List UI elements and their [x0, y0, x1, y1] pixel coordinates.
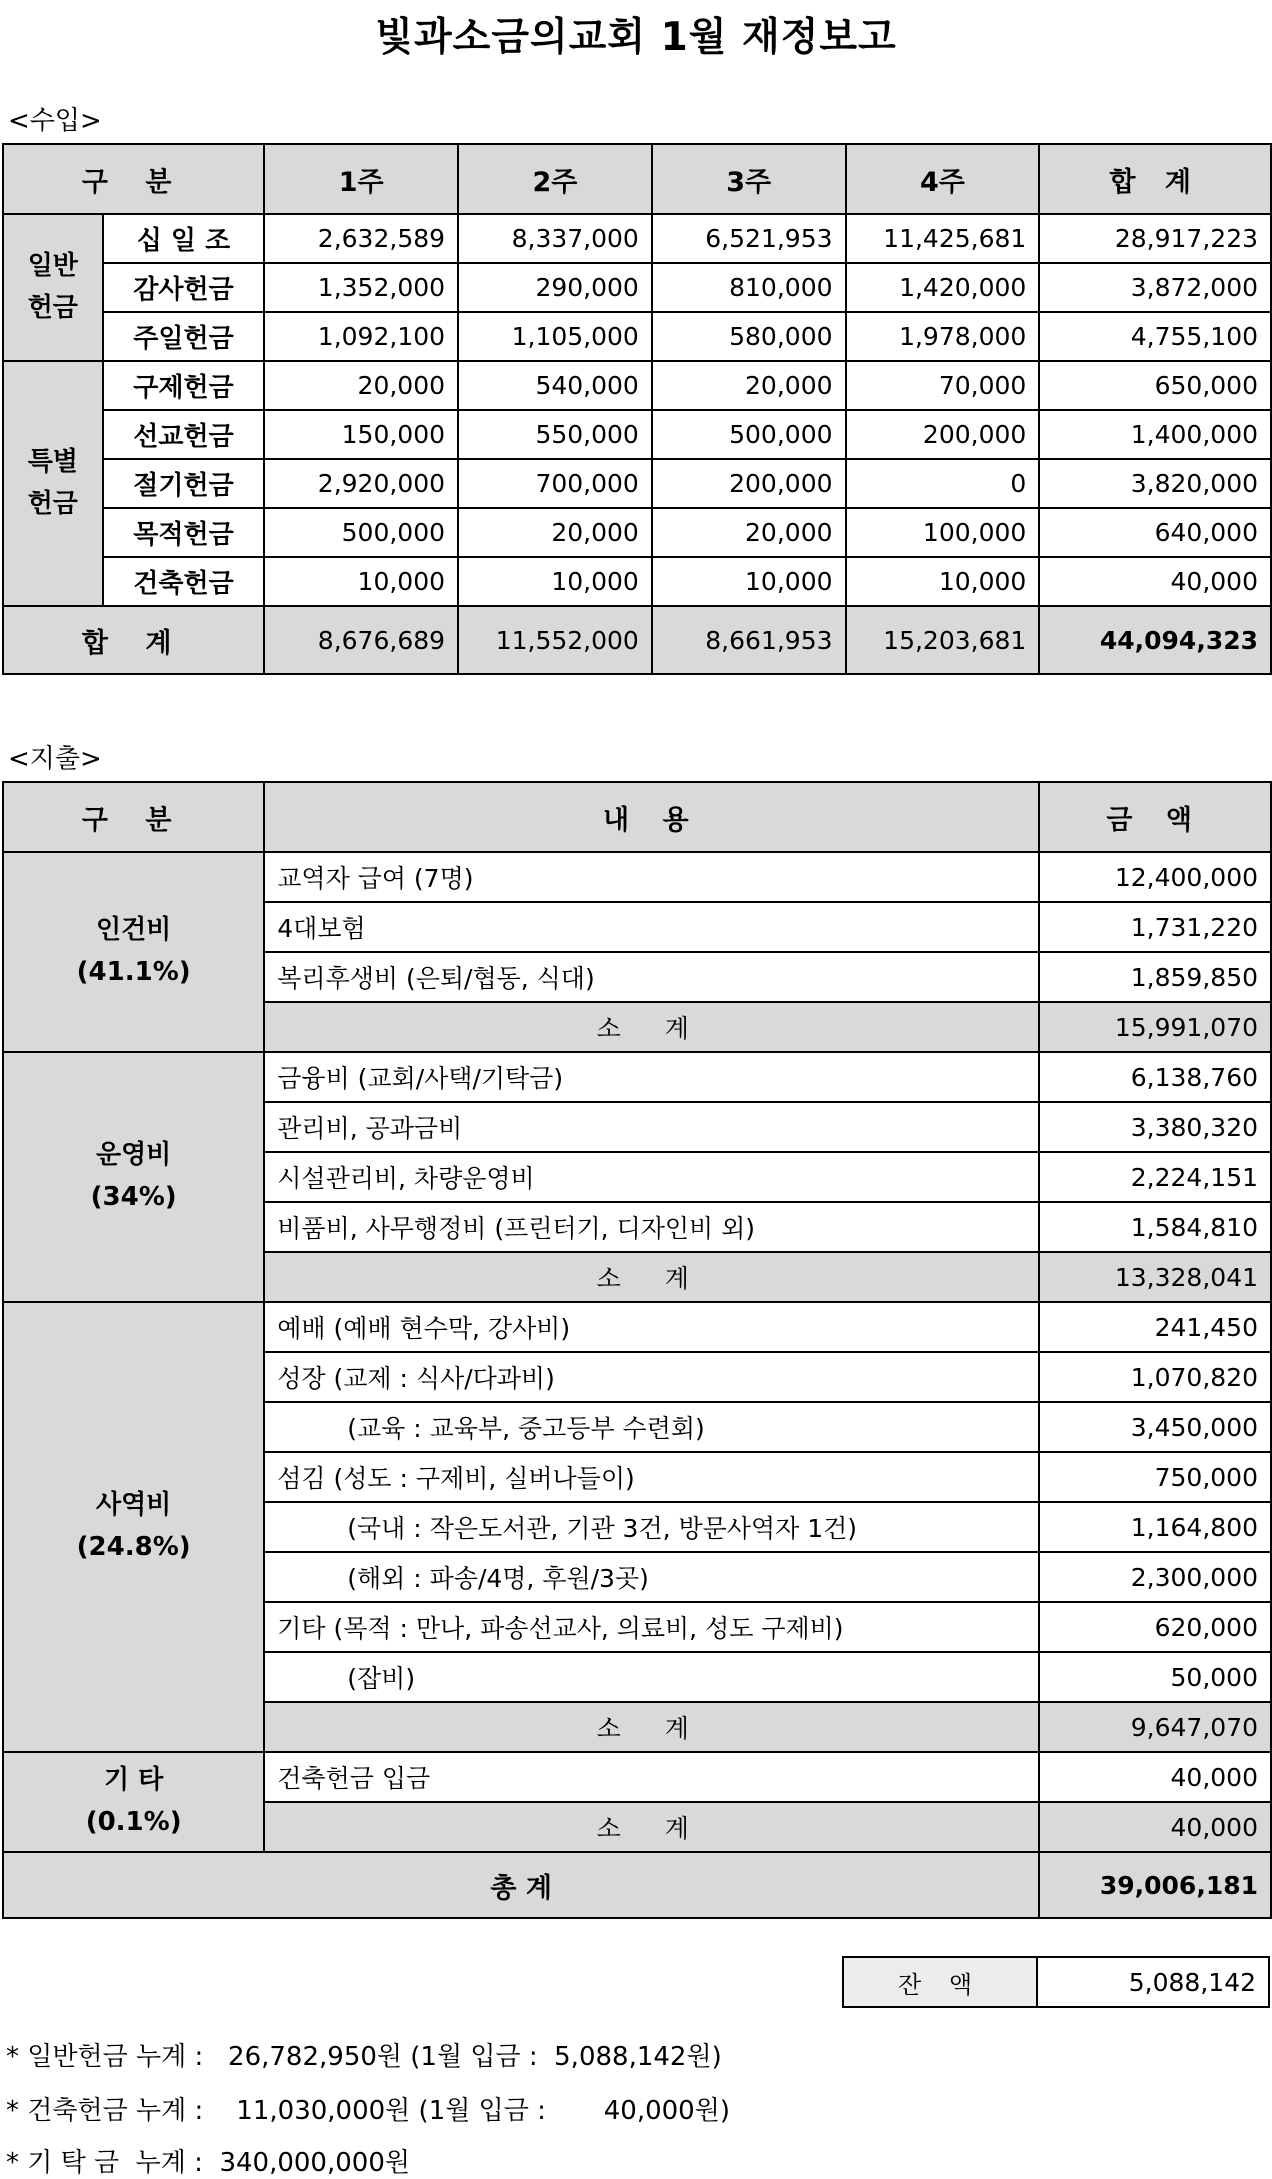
balance-row: [843, 1957, 1269, 2007]
expense-subtotal-label: 소 계: [264, 1802, 1039, 1852]
income-value: 540,000: [458, 361, 652, 410]
income-value: 28,917,223: [1039, 214, 1271, 263]
income-value: 10,000: [264, 557, 458, 606]
expense-row: [3, 852, 1271, 902]
expense-group-name: 운영비 (34%): [3, 1052, 264, 1302]
income-value: 500,000: [652, 410, 846, 459]
income-value: 700,000: [458, 459, 652, 508]
income-row: [3, 361, 1271, 410]
income-value: 20,000: [264, 361, 458, 410]
income-row: [3, 508, 1271, 557]
expense-section-label: <지출>: [8, 744, 102, 774]
income-total-label: 합 계: [3, 606, 264, 674]
balance-amount: 5,088,142: [1037, 1957, 1269, 2007]
expense-item-text: (잡비): [264, 1652, 1039, 1702]
expense-item-amount: 1,859,850: [1039, 952, 1271, 1002]
income-category: 목적헌금: [103, 508, 265, 557]
expense-item-text: (해외 : 파송/4명, 후원/3곳): [264, 1552, 1039, 1602]
expense-item-amount: 1,164,800: [1039, 1502, 1271, 1552]
income-row: [3, 557, 1271, 606]
income-group-name: 일반 헌금: [3, 214, 103, 361]
income-category: 절기헌금: [103, 459, 265, 508]
income-header-week2: 2주: [458, 144, 652, 214]
expense-group-name: 인건비 (41.1%): [3, 852, 264, 1052]
income-value: 150,000: [264, 410, 458, 459]
expense-subtotal-amount: 40,000: [1039, 1802, 1271, 1852]
income-total-row: [3, 606, 1271, 674]
expense-item-text: 비품비, 사무행정비 (프린터기, 디자인비 외): [264, 1202, 1039, 1252]
expense-grand-total: 39,006,181: [1039, 1852, 1271, 1918]
expense-item-text: 예배 (예배 현수막, 강사비): [264, 1302, 1039, 1352]
income-row: [3, 312, 1271, 361]
expense-item-amount: 1,584,810: [1039, 1202, 1271, 1252]
income-value: 6,521,953: [652, 214, 846, 263]
income-category: 감사헌금: [103, 263, 265, 312]
expense-subtotal-label: 소 계: [264, 1002, 1039, 1052]
expense-item-text: 4대보험: [264, 902, 1039, 952]
income-value: 810,000: [652, 263, 846, 312]
income-category: 건축헌금: [103, 557, 265, 606]
expense-subtotal-amount: 13,328,041: [1039, 1252, 1271, 1302]
income-value: 2,920,000: [264, 459, 458, 508]
income-category: 주일헌금: [103, 312, 265, 361]
expense-item-text: 교역자 급여 (7명): [264, 852, 1039, 902]
expense-item-text: 복리후생비 (은퇴/협동, 식대): [264, 952, 1039, 1002]
income-value: 100,000: [846, 508, 1040, 557]
expense-item-text: 금융비 (교회/사택/기탁금): [264, 1052, 1039, 1102]
expense-group-name: 기 타 (0.1%): [3, 1752, 264, 1852]
income-value: 8,337,000: [458, 214, 652, 263]
income-value: 20,000: [652, 361, 846, 410]
income-value: 1,352,000: [264, 263, 458, 312]
income-value: 290,000: [458, 263, 652, 312]
expense-row: [3, 1302, 1271, 1352]
income-value: 10,000: [846, 557, 1040, 606]
income-value: 1,092,100: [264, 312, 458, 361]
expense-item-text: 기타 (목적 : 만나, 파송선교사, 의료비, 성도 구제비): [264, 1602, 1039, 1652]
income-header-category: 구 분: [3, 144, 264, 214]
expense-item-text: (국내 : 작은도서관, 기관 3건, 방문사역자 1건): [264, 1502, 1039, 1552]
expense-header-content: 내 용: [264, 782, 1039, 852]
income-value: 11,425,681: [846, 214, 1040, 263]
income-row: [3, 214, 1271, 263]
expense-item-text: (교육 : 교육부, 중고등부 수련회): [264, 1402, 1039, 1452]
income-total-week3: 8,661,953: [652, 606, 846, 674]
income-value: 1,400,000: [1039, 410, 1271, 459]
income-category: 선교헌금: [103, 410, 265, 459]
income-value: 500,000: [264, 508, 458, 557]
income-group-name: 특별 헌금: [3, 361, 103, 606]
expense-item-amount: 241,450: [1039, 1302, 1271, 1352]
note-deposit: * 기 탁 금 누계 : 340,000,000원: [6, 2148, 410, 2178]
income-table: [2, 143, 1272, 675]
income-value: 0: [846, 459, 1040, 508]
income-value: 70,000: [846, 361, 1040, 410]
expense-total-row: [3, 1852, 1271, 1918]
expense-group-name: 사역비 (24.8%): [3, 1302, 264, 1752]
expense-total-label: 총 계: [3, 1852, 1039, 1918]
income-header-week4: 4주: [846, 144, 1040, 214]
expense-item-amount: 3,380,320: [1039, 1102, 1271, 1152]
income-value: 640,000: [1039, 508, 1271, 557]
income-value: 200,000: [846, 410, 1040, 459]
income-value: 650,000: [1039, 361, 1271, 410]
expense-header-amount: 금 액: [1039, 782, 1271, 852]
note-general-offering: * 일반헌금 누계 : 26,782,950원 (1월 입금 : 5,088,142원): [6, 2042, 722, 2072]
income-category: 십 일 조: [103, 214, 265, 263]
expense-item-amount: 6,138,760: [1039, 1052, 1271, 1102]
expense-subtotal-amount: 9,647,070: [1039, 1702, 1271, 1752]
expense-header-category: 구 분: [3, 782, 264, 852]
income-section-label: <수입>: [8, 106, 102, 136]
income-value: 200,000: [652, 459, 846, 508]
page-title: 빛과소금의교회 1월 재정보고: [375, 15, 897, 60]
income-value: 40,000: [1039, 557, 1271, 606]
income-total-week4: 15,203,681: [846, 606, 1040, 674]
expense-item-amount: 3,450,000: [1039, 1402, 1271, 1452]
expense-item-amount: 620,000: [1039, 1602, 1271, 1652]
income-value: 10,000: [458, 557, 652, 606]
expense-item-amount: 12,400,000: [1039, 852, 1271, 902]
expense-item-text: 섬김 (성도 : 구제비, 실버나들이): [264, 1452, 1039, 1502]
expense-header-row: [3, 782, 1271, 852]
income-category: 구제헌금: [103, 361, 265, 410]
income-header-total: 합 계: [1039, 144, 1271, 214]
income-value: 10,000: [652, 557, 846, 606]
income-total-week1: 8,676,689: [264, 606, 458, 674]
expense-row: [3, 1752, 1271, 1802]
expense-item-amount: 1,731,220: [1039, 902, 1271, 952]
expense-item-amount: 40,000: [1039, 1752, 1271, 1802]
income-value: 3,820,000: [1039, 459, 1271, 508]
note-building-offering: * 건축헌금 누계 : 11,030,000원 (1월 입금 : 40,000원): [6, 2096, 730, 2126]
income-row: [3, 410, 1271, 459]
income-value: 580,000: [652, 312, 846, 361]
income-total-week2: 11,552,000: [458, 606, 652, 674]
expense-item-amount: 2,224,151: [1039, 1152, 1271, 1202]
expense-subtotal-label: 소 계: [264, 1252, 1039, 1302]
income-value: 550,000: [458, 410, 652, 459]
income-value: 4,755,100: [1039, 312, 1271, 361]
expense-item-text: 관리비, 공과금비: [264, 1102, 1039, 1152]
expense-item-text: 시설관리비, 차량운영비: [264, 1152, 1039, 1202]
income-header-week3: 3주: [652, 144, 846, 214]
expense-item-text: 성장 (교제 : 식사/다과비): [264, 1352, 1039, 1402]
expense-item-text: 건축헌금 입금: [264, 1752, 1039, 1802]
expense-row: [3, 1052, 1271, 1102]
income-value: 20,000: [458, 508, 652, 557]
balance-table: [842, 1956, 1270, 2008]
expense-item-amount: 1,070,820: [1039, 1352, 1271, 1402]
balance-label: 잔 액: [843, 1957, 1037, 2007]
expense-subtotal-amount: 15,991,070: [1039, 1002, 1271, 1052]
expense-item-amount: 50,000: [1039, 1652, 1271, 1702]
income-value: 2,632,589: [264, 214, 458, 263]
income-value: 1,420,000: [846, 263, 1040, 312]
income-value: 1,105,000: [458, 312, 652, 361]
income-grand-total: 44,094,323: [1039, 606, 1271, 674]
expense-table: [2, 781, 1272, 1919]
expense-item-amount: 750,000: [1039, 1452, 1271, 1502]
income-header-week1: 1주: [264, 144, 458, 214]
income-value: 20,000: [652, 508, 846, 557]
income-value: 3,872,000: [1039, 263, 1271, 312]
income-row: [3, 263, 1271, 312]
expense-item-amount: 2,300,000: [1039, 1552, 1271, 1602]
income-row: [3, 459, 1271, 508]
income-header-row: [3, 144, 1271, 214]
expense-subtotal-label: 소 계: [264, 1702, 1039, 1752]
income-value: 1,978,000: [846, 312, 1040, 361]
